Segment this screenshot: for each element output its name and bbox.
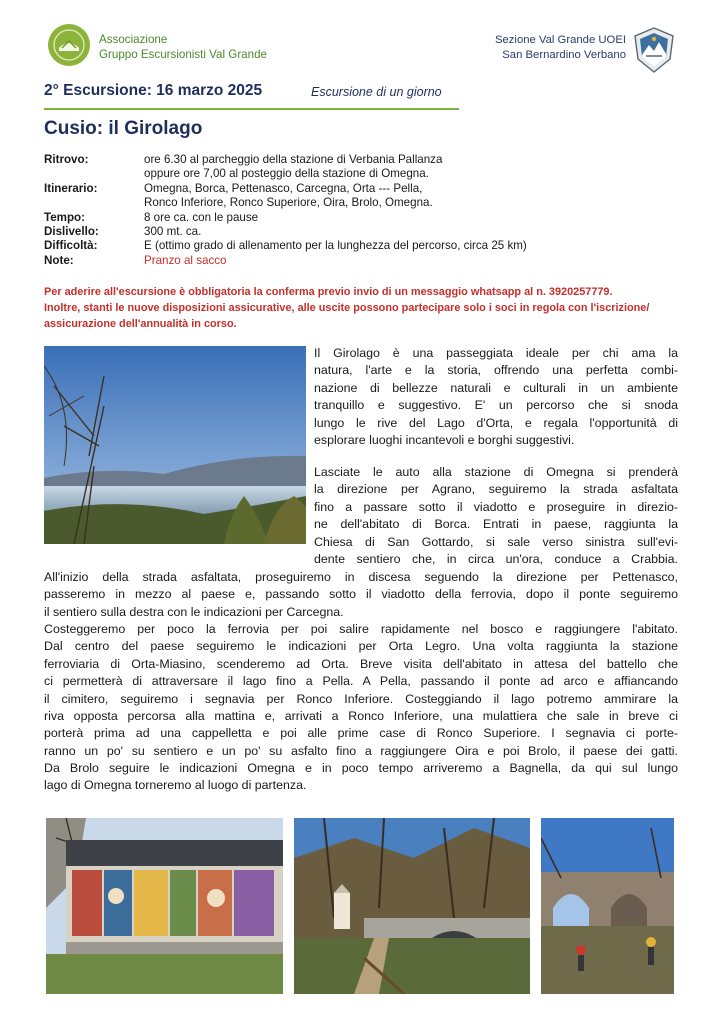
uoei-badge-icon: [632, 27, 676, 73]
text-line: porterà prima ad una cappelletta e poi alle prime case di Ronco Superiore. I segnavia ci porte-: [44, 726, 678, 741]
info-row-ritrovo: [44, 153, 684, 182]
paragraph-return: [44, 760, 678, 795]
itinerario-line-1: Omegna, Borca, Pettenasco, Carcegna, Orta --- Pella,: [144, 181, 423, 195]
text-line: nazione di bellezze naturali e culturali in un ambiente: [314, 380, 678, 395]
text-line: dente sentiero che, in circa un'ora, conduce a Crabbia.: [314, 552, 678, 567]
text-line: All'inizio della strada asfaltata, proseguiremo in discesa seguendo la direzione per Pettenasco,: [44, 570, 678, 584]
text-line: lungo le rive del Lago d'Orta, e regala l'opportunità di: [314, 415, 678, 430]
info-table: [44, 153, 684, 268]
notice-line-3: assicurazione dell'annualità in corso.: [44, 318, 237, 330]
tempo-value: 8 ore ca. con le pause: [144, 210, 259, 224]
text-line: riva opposta percorsa alla mattina e, arrivati a Ronco Inferiore, una mulattiera che sale in breve ci: [44, 709, 678, 724]
paragraph-intro: [314, 345, 678, 449]
text-line: il sentiero sulla destra con le indicazioni per Carcegna.: [44, 604, 344, 619]
note-value: Pranzo al sacco: [144, 253, 227, 267]
info-row-dislivello: [44, 225, 684, 239]
text-line: Il Girolago è una passeggiata ideale per chi ama la: [314, 346, 678, 360]
association-line-2: Gruppo Escursionisti Val Grande: [99, 48, 267, 61]
text-line: lago di Omegna torneremo al luogo di partenza.: [44, 778, 307, 793]
lake-photo: [44, 346, 306, 544]
ritrovo-line-2: oppure ore 7,00 al posteggio della stazione di Omegna.: [144, 167, 429, 181]
text-line: ci permetterà di attraversare il lago fino a Pella. A Pella, passando il ponte ad arco e affiancando: [44, 674, 678, 689]
itinerario-line-2: Ronco Inferiore, Ronco Superiore, Oira, Brolo, Omegna.: [144, 196, 433, 210]
text-line: la direzione per Agrano, seguiremo la strada asfaltata: [314, 482, 678, 497]
tempo-label: Tempo:: [44, 210, 86, 224]
text-line: tranquillo e suggestivo. E' un percorso che si snoda: [314, 398, 678, 413]
mural-photo: [46, 818, 283, 994]
section-line-2: San Bernardino Verbano: [502, 49, 626, 61]
association-name: [99, 32, 267, 62]
registration-notice: [44, 284, 684, 332]
page-title: Cusio: il Girolago: [44, 118, 203, 139]
info-row-itinerario: [44, 182, 684, 211]
excursion-type: Escursione di un giorno: [311, 85, 442, 99]
text-line: passeremo in mezzo al paese e, passando sotto il viadotto della ferrovia, dopo il ponte seguiremo: [44, 587, 678, 602]
itinerario-label: Itinerario:: [44, 181, 98, 195]
text-line: ranno un po' su sentiero e un po' su asfalto fino a raggiungere Oira e poi Brolo, il paese dei gatti.: [44, 743, 678, 758]
itinerario-value: [144, 182, 684, 211]
paragraph-orta: [44, 621, 678, 760]
text-line: Da Brolo seguire le indicazioni Omegna e in poco tempo arriveremo a Bagnella, da qui sul lungo: [44, 761, 678, 775]
notice-line-2: Inoltre, stanti le nuove disposizioni assicurative, alle uscite possono partecipare solo i soci in regola con l'iscrizione/: [44, 302, 650, 314]
text-line: ferroviaria di Orta-Miasino, scenderemo ad Orta. Breve visita dell'abitato in attesa del battello che: [44, 656, 678, 671]
text-line: Dal centro del paese seguiremo le indicazioni per Orta Legro. Una volta raggiunta la stazione: [44, 639, 678, 654]
text-line: Chiesa di San Gottardo, si sale verso sinistra sull'evi-: [314, 534, 678, 549]
association-line-1: Associazione: [99, 33, 168, 46]
text-line: esplorare luoghi incantevoli e borghi suggestivi.: [314, 433, 575, 448]
divider: [44, 108, 459, 110]
paragraph-pettenasco: [44, 569, 678, 621]
info-row-difficolta: [44, 239, 684, 253]
text-line: fino a passare sotto il viadotto e proseguire in direzio-: [314, 499, 678, 514]
viaduct-photo: [541, 818, 674, 994]
text-line: Costeggeremo per poco la ferrovia per poi salire rapidamente nel bosco e raggiungere l'abitato.: [44, 622, 678, 636]
info-row-tempo: [44, 211, 684, 225]
ege-logo-icon: [48, 24, 90, 66]
note-label: Note:: [44, 253, 74, 267]
dislivello-label: Dislivello:: [44, 225, 99, 239]
notice-line-1: Per aderire all'escursione è obbligatoria la conferma previo invio di un messaggio whatsapp al n. 3920257779.: [44, 286, 613, 298]
bridge-photo: [294, 818, 530, 994]
text-line: Lasciate le auto alla stazione di Omegna si prenderà: [314, 465, 678, 479]
ritrovo-label: Ritrovo:: [44, 153, 89, 166]
ritrovo-value: [144, 153, 684, 182]
excursion-title: 2° Escursione: 16 marzo 2025: [44, 82, 263, 99]
dislivello-value: 300 mt. ca.: [144, 225, 202, 239]
text-line: natura, l'arte e la storia, offrendo una perfetta combi-: [314, 363, 678, 378]
text-line: il cimitero, seguiremo i segnavia per Ronco Inferiore. Costeggiando il lago potremo ammirare la: [44, 691, 678, 706]
difficolta-value: E (ottimo grado di allenamento per la lunghezza del percorso, circa 25 km): [144, 239, 527, 253]
section-name: [495, 33, 626, 63]
ritrovo-line-1: ore 6.30 al parcheggio della stazione di Verbania Pallanza: [144, 153, 443, 166]
difficolta-label: Difficoltà:: [44, 239, 98, 253]
info-row-note: [44, 254, 684, 268]
text-line: ne dell'abitato di Borca. Entrati in paese, raggiunta la: [314, 517, 678, 532]
paragraph-start: [314, 464, 678, 568]
section-line-1: Sezione Val Grande UOEI: [494, 34, 626, 46]
